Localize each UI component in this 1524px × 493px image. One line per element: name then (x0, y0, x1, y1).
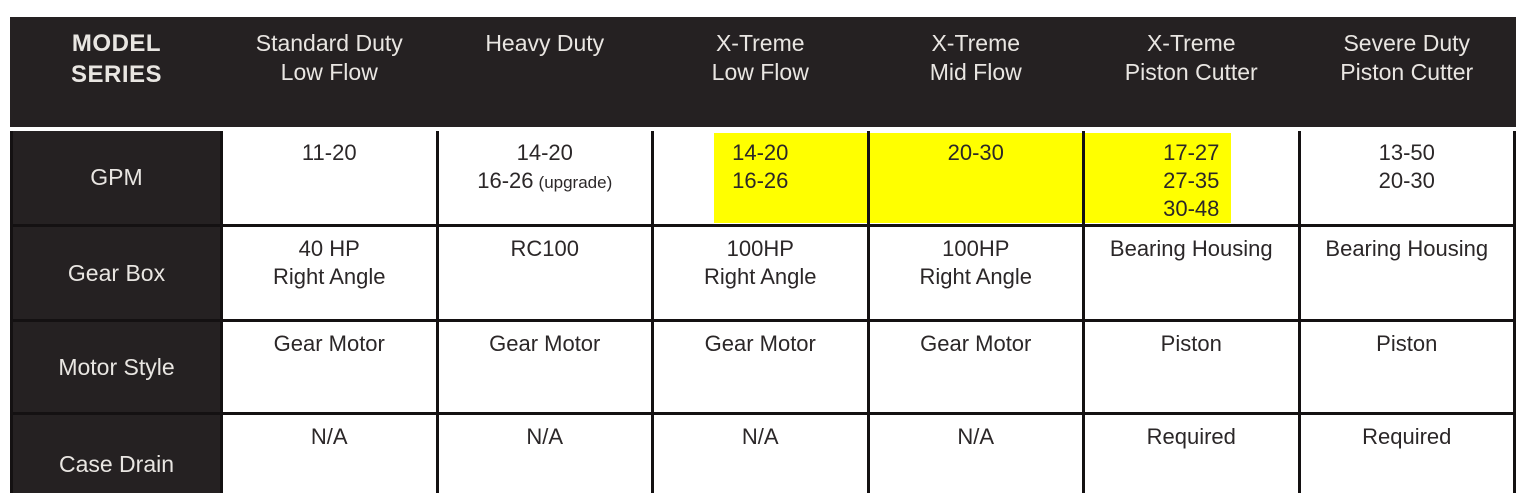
cell-gear-box-standard-duty-low-flow (223, 227, 436, 319)
cell-text (1085, 227, 1298, 263)
column-header-x-treme-piston-cutter (1085, 17, 1298, 127)
cell-case-drain-standard-duty-low-flow (223, 415, 436, 493)
corner-header-model-series (13, 17, 220, 127)
cell-case-drain-x-treme-mid-flow (870, 415, 1083, 493)
column-header-line: Mid Flow (929, 59, 1022, 85)
cell-text (1085, 322, 1298, 358)
corner-header-line: SERIES (70, 61, 163, 88)
cell-text (1301, 322, 1514, 358)
row-label-gear-box: Gear Box (13, 227, 220, 319)
cell-text (654, 131, 867, 195)
cell-line: Bearing Housing (1325, 236, 1489, 261)
cell-line: Piston (1160, 331, 1222, 356)
cell-text (870, 131, 1083, 167)
cell-text (1301, 227, 1514, 263)
cell-text (654, 415, 867, 451)
column-header-severe-duty-piston-cutter (1301, 17, 1514, 127)
column-header-heavy-duty (439, 17, 652, 127)
column-header-line: X-Treme (931, 30, 1021, 56)
cell-motor-style-x-treme-piston-cutter (1085, 322, 1298, 412)
cell-line: 13-50 (1378, 140, 1435, 165)
cell-case-drain-heavy-duty (439, 415, 652, 493)
cell-line: Right Angle (919, 264, 1033, 289)
cell-line: Bearing Housing (1109, 236, 1273, 261)
cell-gear-box-heavy-duty (439, 227, 652, 319)
cell-text (223, 322, 436, 358)
cell-text (870, 322, 1083, 358)
cell-line: N/A (741, 424, 779, 449)
cell-line: 100HP (942, 236, 1010, 261)
cell-motor-style-standard-duty-low-flow (223, 322, 436, 412)
cell-line: 14-20 (732, 140, 789, 165)
cell-line: Gear Motor (704, 331, 816, 356)
cell-line: N/A (957, 424, 995, 449)
corner-header-line: MODEL (71, 30, 162, 57)
column-header-line: X-Treme (1146, 30, 1236, 56)
cell-line: Right Angle (703, 264, 817, 289)
cell-case-drain-x-treme-piston-cutter (1085, 415, 1298, 493)
comparison-table-body (10, 131, 1516, 493)
cell-line: 20-30 (947, 140, 1004, 165)
cell-text (1085, 415, 1298, 451)
cell-line: 16-26 (732, 168, 789, 193)
cell-gpm-heavy-duty (439, 131, 652, 224)
cell-line: Right Angle (272, 264, 386, 289)
cell-line: 30-48 (1163, 196, 1220, 221)
cell-line: 14-20 (516, 140, 573, 165)
cell-text (223, 131, 436, 167)
cell-gear-box-x-treme-piston-cutter (1085, 227, 1298, 319)
column-header-line: X-Treme (715, 30, 805, 56)
cell-gear-box-severe-duty-piston-cutter (1301, 227, 1514, 319)
cell-line: RC100 (510, 236, 579, 261)
cell-line: 20-30 (1378, 168, 1435, 193)
cell-gear-box-x-treme-low-flow (654, 227, 867, 319)
column-header-line: Low Flow (711, 59, 809, 85)
cell-line: 40 HP (298, 236, 360, 261)
column-header-line: Piston Cutter (1124, 59, 1258, 85)
cell-text (439, 227, 652, 263)
column-header-x-treme-mid-flow (870, 17, 1083, 127)
column-header-line: Standard Duty (255, 30, 403, 56)
row-label-gpm: GPM (13, 131, 220, 224)
cell-text (223, 227, 436, 291)
cell-text (870, 227, 1083, 291)
cell-text (1301, 415, 1514, 451)
cell-line-note: (upgrade) (538, 173, 613, 192)
cell-line: Required (1146, 424, 1236, 449)
cell-gpm-severe-duty-piston-cutter (1301, 131, 1514, 224)
cell-motor-style-heavy-duty (439, 322, 652, 412)
cell-line: 27-35 (1163, 168, 1220, 193)
cell-text (439, 322, 652, 358)
cell-line: 11-20 (301, 140, 357, 165)
cell-line: Required (1362, 424, 1452, 449)
cell-text (439, 131, 652, 197)
cell-text (223, 415, 436, 451)
cell-text (439, 415, 652, 451)
cell-line: N/A (526, 424, 564, 449)
column-header-x-treme-low-flow (654, 17, 867, 127)
cell-text (654, 227, 867, 291)
cell-text (1301, 131, 1514, 195)
cell-line: 100HP (726, 236, 794, 261)
cell-gpm-x-treme-low-flow (654, 131, 867, 224)
column-header-line: Heavy Duty (485, 30, 605, 56)
column-header-line: Piston Cutter (1340, 59, 1474, 85)
cell-line (439, 167, 652, 197)
cell-text (654, 322, 867, 358)
cell-line: N/A (310, 424, 348, 449)
cell-gpm-standard-duty-low-flow (223, 131, 436, 224)
row-label-motor-style: Motor Style (13, 322, 220, 412)
cell-motor-style-x-treme-low-flow (654, 322, 867, 412)
cell-line: Gear Motor (273, 331, 385, 356)
cell-gpm-x-treme-mid-flow (870, 131, 1083, 224)
cell-text (1085, 131, 1298, 223)
cell-line-main: 16-26 (477, 168, 534, 193)
cell-case-drain-x-treme-low-flow (654, 415, 867, 493)
row-label-case-drain: Case Drain (13, 415, 220, 493)
cell-line: Gear Motor (489, 331, 601, 356)
column-header-line: Severe Duty (1343, 30, 1471, 56)
cell-gear-box-x-treme-mid-flow (870, 227, 1083, 319)
cell-gpm-x-treme-piston-cutter (1085, 131, 1298, 224)
column-header-line: Low Flow (280, 59, 378, 85)
cell-line: Gear Motor (920, 331, 1032, 356)
column-header-standard-duty-low-flow (223, 17, 436, 127)
cell-motor-style-severe-duty-piston-cutter (1301, 322, 1514, 412)
cell-case-drain-severe-duty-piston-cutter (1301, 415, 1514, 493)
cell-text (870, 415, 1083, 451)
cell-line: 17-27 (1163, 140, 1220, 165)
table-header-row (10, 17, 1516, 127)
cell-line: Piston (1376, 331, 1438, 356)
cell-motor-style-x-treme-mid-flow (870, 322, 1083, 412)
